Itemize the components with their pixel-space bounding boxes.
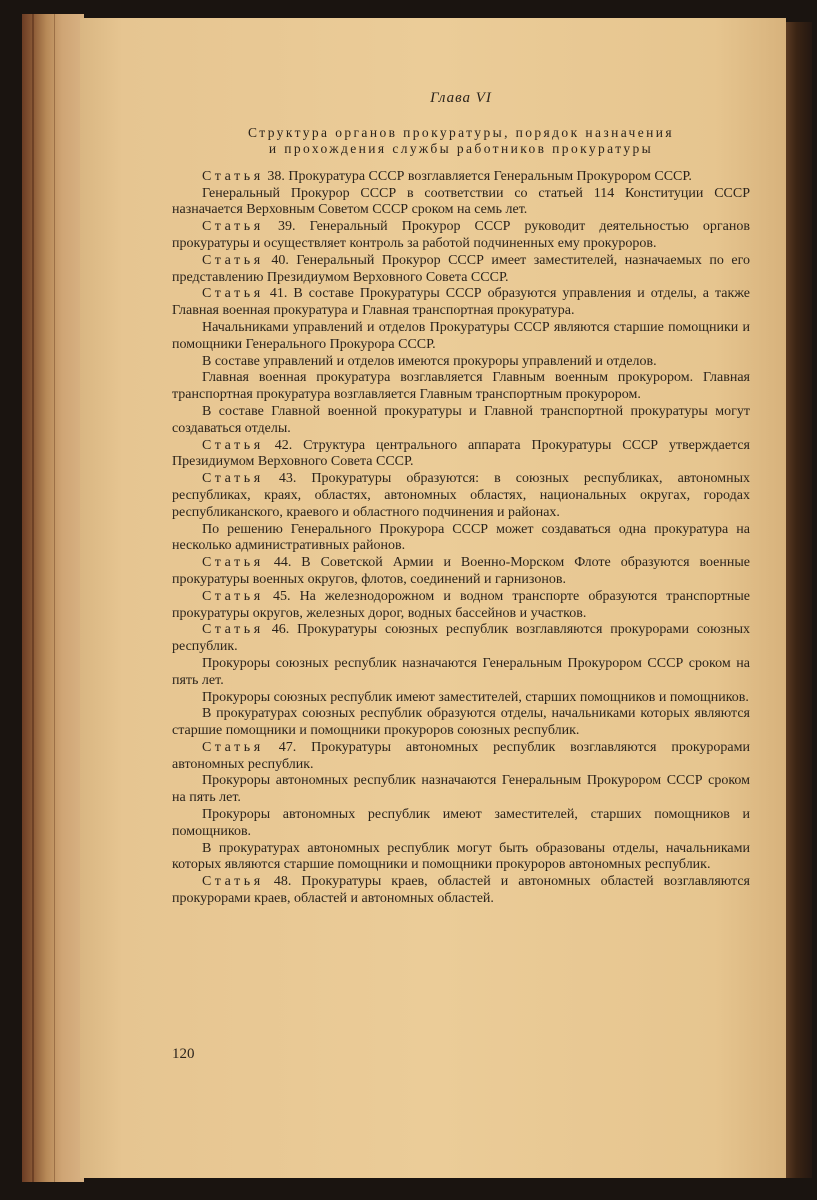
paragraph-text: 41. В составе Прокуратуры СССР образуются управления и отделы, а также Главная военная прокуратура и Главная транспортная прокуратура. [172, 286, 750, 319]
paragraph [172, 589, 750, 623]
paragraph [172, 690, 750, 707]
article-label: Статья [202, 588, 264, 604]
article-body [172, 169, 750, 908]
article-label: Статья [202, 219, 264, 235]
page-number: 120 [172, 1046, 195, 1062]
paragraph [172, 354, 750, 371]
paragraph [172, 773, 750, 807]
paragraph-text: 40. Генеральный Прокурор СССР имеет заместителей, назначаемых по его представлению Президиумом Верховного Совета СССР. [172, 252, 750, 285]
paragraph [172, 807, 750, 841]
paragraph-text: Главная военная прокуратура возглавляется Главным военным прокурором. Главная транспортная прокуратура возглавляется Главным транспортным прокурором. [172, 370, 750, 403]
paragraph [172, 253, 750, 287]
paragraph-text: Начальниками управлений и отделов Прокуратуры СССР являются старшие помощники и помощники Генерального Прокурора СССР. [172, 319, 750, 352]
paragraph [172, 874, 750, 908]
paragraph-text: 46. Прокуратуры союзных республик возглавляются прокурорами союзных республик. [172, 622, 750, 655]
chapter-heading: Глава VI [430, 90, 492, 106]
article-label: Статья [202, 874, 264, 890]
paragraph-text: 48. Прокуратуры краев, областей и автономных областей возглавляются прокурорами краев, областей и автономных областей. [172, 874, 750, 907]
book-spine [22, 14, 84, 1182]
paragraph-text: В прокуратурах автономных республик могут быть образованы отделы, начальниками которых являются старшие помощники и помощники прокуроров автономных республик. [172, 840, 750, 873]
paragraph-text: 45. На железнодорожном и водном транспорте образуются транспортные прокуратуры округов, железных дорог, водных бассейнов и участков. [172, 588, 750, 621]
article-label: Статья [202, 622, 264, 638]
paragraph-text: Прокуроры союзных республик назначаются Генеральным Прокурором СССР сроком на пять лет. [172, 655, 750, 688]
paragraph-text: Прокуроры автономных республик назначаются Генеральным Прокурором СССР сроком на пять лет. [172, 773, 750, 806]
paragraph-text: 39. Генеральный Прокурор СССР руководит деятельностью органов прокуратуры и осуществляет контроль за работой подчиненных ему прокуроров. [172, 219, 750, 251]
paragraph-text: Генеральный Прокурор СССР в соответствии со статьей 114 Конституции СССР назначается Верховным Советом СССР сроком на семь лет. [172, 185, 750, 218]
section-title [172, 125, 750, 157]
paragraph-text: Прокуроры автономных республик имеют заместителей, старших помощников и помощников. [172, 807, 750, 839]
paragraph [172, 320, 750, 354]
paragraph-text: В составе управлений и отделов имеются прокуроры управлений и отделов. [202, 353, 657, 369]
section-title-line: и прохождения службы работников прокуратуры [268, 140, 654, 156]
paragraph-text: 42. Структура центрального аппарата Прокуратуры СССР утверждается Президиумом Верховного Совета СССР. [172, 437, 750, 470]
article-label: Статья [202, 437, 264, 453]
page-text [172, 90, 750, 908]
paragraph [172, 169, 750, 186]
paragraph [172, 471, 750, 521]
paragraph [172, 740, 750, 774]
paragraph [172, 656, 750, 690]
paragraph [172, 555, 750, 589]
paragraph [172, 522, 750, 556]
paragraph-text: В составе Главной военной прокуратуры и Главной транспортной прокуратуры могут создаваться отделы. [172, 403, 750, 436]
article-label: Статья [202, 286, 264, 302]
paragraph-text: Прокуроры союзных республик имеют заместителей, старших помощников и помощников. [202, 689, 749, 705]
article-label: Статья [202, 739, 264, 755]
paragraph [172, 286, 750, 320]
paragraph [172, 841, 750, 875]
paragraph-text: По решению Генерального Прокурора СССР может создаваться одна прокуратура на несколько административных районов. [172, 521, 750, 554]
paragraph [172, 706, 750, 740]
article-label: Статья [202, 555, 264, 571]
paragraph-text: 47. Прокуратуры автономных республик возглавляются прокурорами автономных республик. [172, 739, 750, 772]
paragraph-text: В прокуратурах союзных республик образуются отделы, начальниками которых являются старшие помощники и помощники прокуроров союзных республик. [172, 706, 750, 739]
article-label: Статья [202, 168, 264, 184]
paragraph [172, 438, 750, 472]
paragraph-text: 43. Прокуратуры образуются: в союзных республиках, автономных республиках, краях, областях, автономных областях, национальных округах, городах республиканского, краевого и областного подчинения и районах. [172, 471, 750, 520]
paragraph [172, 186, 750, 220]
page-edge [786, 22, 812, 1178]
paragraph-text: 44. В Советской Армии и Военно-Морском Флоте образуются военные прокуратуры военных округов, флотов, соединений и гарнизонов. [172, 555, 750, 587]
section-title-line: Структура органов прокуратуры, порядок назначения [248, 124, 674, 140]
paragraph [172, 370, 750, 404]
paragraph [172, 622, 750, 656]
paragraph [172, 404, 750, 438]
paragraph-text: 38. Прокуратура СССР возглавляется Генеральным Прокурором СССР. [263, 168, 692, 184]
paragraph [172, 219, 750, 253]
article-label: Статья [202, 252, 264, 268]
article-label: Статья [202, 471, 264, 487]
